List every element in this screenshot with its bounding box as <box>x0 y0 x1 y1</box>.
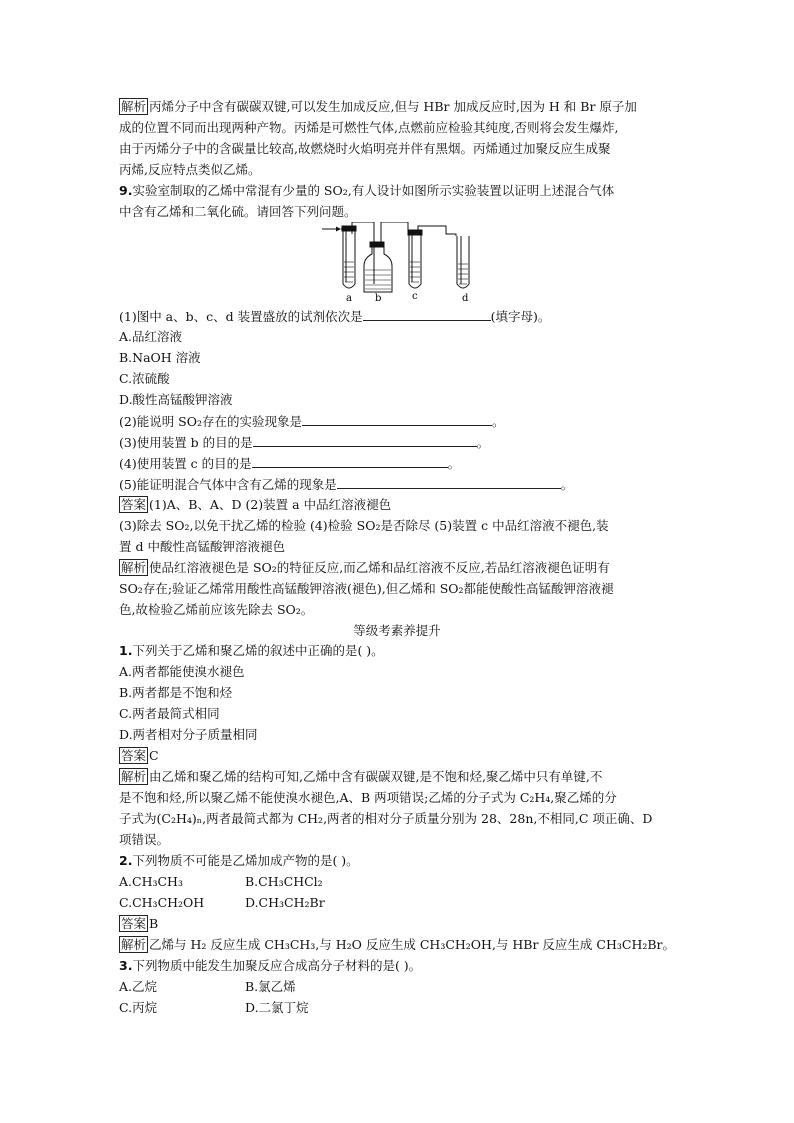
q1-option-a: A.两者都能使溴水褪色 <box>119 664 245 679</box>
q1-analysis-line-4: 项错误。 <box>119 832 170 847</box>
q9-option-a: A.品红溶液 <box>119 329 183 344</box>
q9-sub-4: (4)使用装置 c 的目的是 。 <box>119 453 460 474</box>
q1-analysis-line-3: 子式为(C₂H₄)ₙ,两者最简式都为 CH₂,两者的相对分子质量分别为 28、28n,不相同,C 项正确、D <box>119 811 653 826</box>
stopper-b <box>370 242 384 247</box>
answer-tag: 答案 <box>121 916 147 931</box>
q2-option-d: D.CH₃CH₂Br <box>245 895 325 910</box>
q1-option-b: B.两者都是不饱和烃 <box>119 685 233 700</box>
q2-option-b: B.CH₃CHCl₂ <box>245 874 323 889</box>
q1-option-c: C.两者最简式相同 <box>119 706 220 721</box>
q3-option-b: B.氯乙烯 <box>245 979 296 994</box>
q3-option-c: C.丙烷 <box>119 1000 158 1015</box>
q1-analysis-line-1: 解析 由乙烯和聚乙烯的结构可知,乙烯中含有碳碳双键,是不饱和烃,聚乙烯中只有单键,不 <box>121 769 603 784</box>
q9-analysis-line-1: 解析 使品红溶液褪色是 SO₂的特征反应,而乙烯和品红溶液不反应,若品红溶液褪色证明有 <box>121 560 610 575</box>
answer-blank-1[interactable] <box>363 306 491 321</box>
q9-analysis-line-2: SO₂存在;验证乙烯常用酸性高锰酸钾溶液(褪色),但乙烯和 SO₂都能使酸性高锰酸钾溶液褪 <box>119 581 614 596</box>
q2-answer: 答案 B <box>121 916 159 931</box>
label-a: a <box>346 293 352 304</box>
test-tube-c <box>409 235 421 288</box>
q1-stem: 1.下列关于乙烯和聚乙烯的叙述中正确的是( )。 <box>119 643 384 658</box>
test-tube-d <box>457 236 469 288</box>
q9-answer-line-2: (3)除去 SO₂,以免干扰乙烯的检验 (4)检验 SO₂是否除尽 (5)装置 c 中品红溶液不褪色,装 <box>119 518 609 533</box>
q3-option-d: D.二氯丁烷 <box>245 1000 309 1015</box>
q8-analysis-line-3: 由于丙烯分子中的含碳量比较高,故燃烧时火焰明亮并伴有黑烟。丙烯通过加聚反应生成聚 <box>119 141 611 156</box>
q9-stem-line-2: 中含有乙烯和二氧化硫。请回答下列问题。 <box>119 204 357 219</box>
test-tube-a <box>343 231 355 288</box>
answer-tag: 答案 <box>121 748 147 763</box>
question-number: 3. <box>119 958 133 973</box>
apparatus-figure <box>318 222 488 304</box>
answer-tag: 答案 <box>121 497 147 512</box>
q9-sub-5: (5)能证明混合气体中含有乙烯的现象是 。 <box>119 474 573 495</box>
label-b: b <box>375 293 382 304</box>
q2-option-a: A.CH₃CH₃ <box>119 874 183 889</box>
q1-analysis-line-2: 是不饱和烃,所以聚乙烯不能使溴水褪色,A、B 两项错误;乙烯的分子式为 C₂H₄,聚乙烯的分 <box>119 790 617 805</box>
q9-analysis-line-3: 色,故检验乙烯前应该先除去 SO₂。 <box>119 602 314 617</box>
q9-answer-line-1: 答案 (1)A、B、A、D (2)装置 a 中品红溶液褪色 <box>121 497 392 512</box>
q9-sub-3: (3)使用装置 b 的目的是 。 <box>119 432 489 453</box>
q2-analysis: 解析 乙烯与 H₂ 反应生成 CH₃CH₃,与 H₂O 反应生成 CH₃CH₂OH,与 HBr 反应生成 CH₃CH₂Br。 <box>121 937 676 952</box>
stopper-c <box>408 230 422 235</box>
question-number: 1. <box>119 643 133 658</box>
q3-stem: 3.下列物质中能发生加聚反应合成高分子材料的是( )。 <box>119 958 422 973</box>
q9-answer-line-3: 置 d 中酸性高锰酸钾溶液褪色 <box>119 539 285 554</box>
q8-analysis-line-1: 解析 丙烯分子中含有碳碳双键,可以发生加成反应,但与 HBr 加成反应时,因为 H 和 Br 原子加 <box>121 99 637 114</box>
q9-option-d: D.酸性高锰酸钾溶液 <box>119 392 233 407</box>
section-title: 等级考素养提升 <box>353 623 441 638</box>
analysis-tag: 解析 <box>121 99 147 114</box>
analysis-tag: 解析 <box>121 560 147 575</box>
label-d: d <box>462 293 469 304</box>
analysis-tag: 解析 <box>121 769 147 784</box>
q9-stem-line-1: 9.实验室制取的乙烯中常混有少量的 SO₂,有人设计如图所示实验装置以证明上述混合气体 <box>119 183 615 198</box>
q2-stem: 2.下列物质不可能是乙烯加成产物的是( )。 <box>119 853 359 868</box>
q1-answer: 答案 C <box>121 748 159 763</box>
q1-option-d: D.两者相对分子质量相同 <box>119 727 258 742</box>
analysis-tag: 解析 <box>121 937 147 952</box>
answer-blank-4[interactable] <box>252 453 448 468</box>
q9-option-b: B.NaOH 溶液 <box>119 350 201 365</box>
answer-blank-3[interactable] <box>253 432 477 447</box>
q8-analysis-line-4: 丙烯,反应特点类似乙烯。 <box>119 162 261 177</box>
q9-sub-1: (1)图中 a、b、c、d 装置盛放的试剂依次是 (填字母)。 <box>119 306 550 327</box>
answer-blank-5[interactable] <box>337 474 561 489</box>
q8-analysis-line-2: 成的位置不同而出现两种产物。丙烯是可燃性气体,点燃前应检验其纯度,否则将会发生爆炸, <box>119 120 619 135</box>
question-number: 2. <box>119 853 133 868</box>
q2-option-c: C.CH₃CH₂OH <box>119 895 205 910</box>
label-c: c <box>412 291 418 302</box>
q9-option-c: C.浓硫酸 <box>119 371 170 386</box>
question-number: 9. <box>119 183 133 198</box>
answer-blank-2[interactable] <box>302 411 492 426</box>
q9-sub-2: (2)能说明 SO₂存在的实验现象是 。 <box>119 411 505 432</box>
q3-option-a: A.乙烷 <box>119 979 158 994</box>
